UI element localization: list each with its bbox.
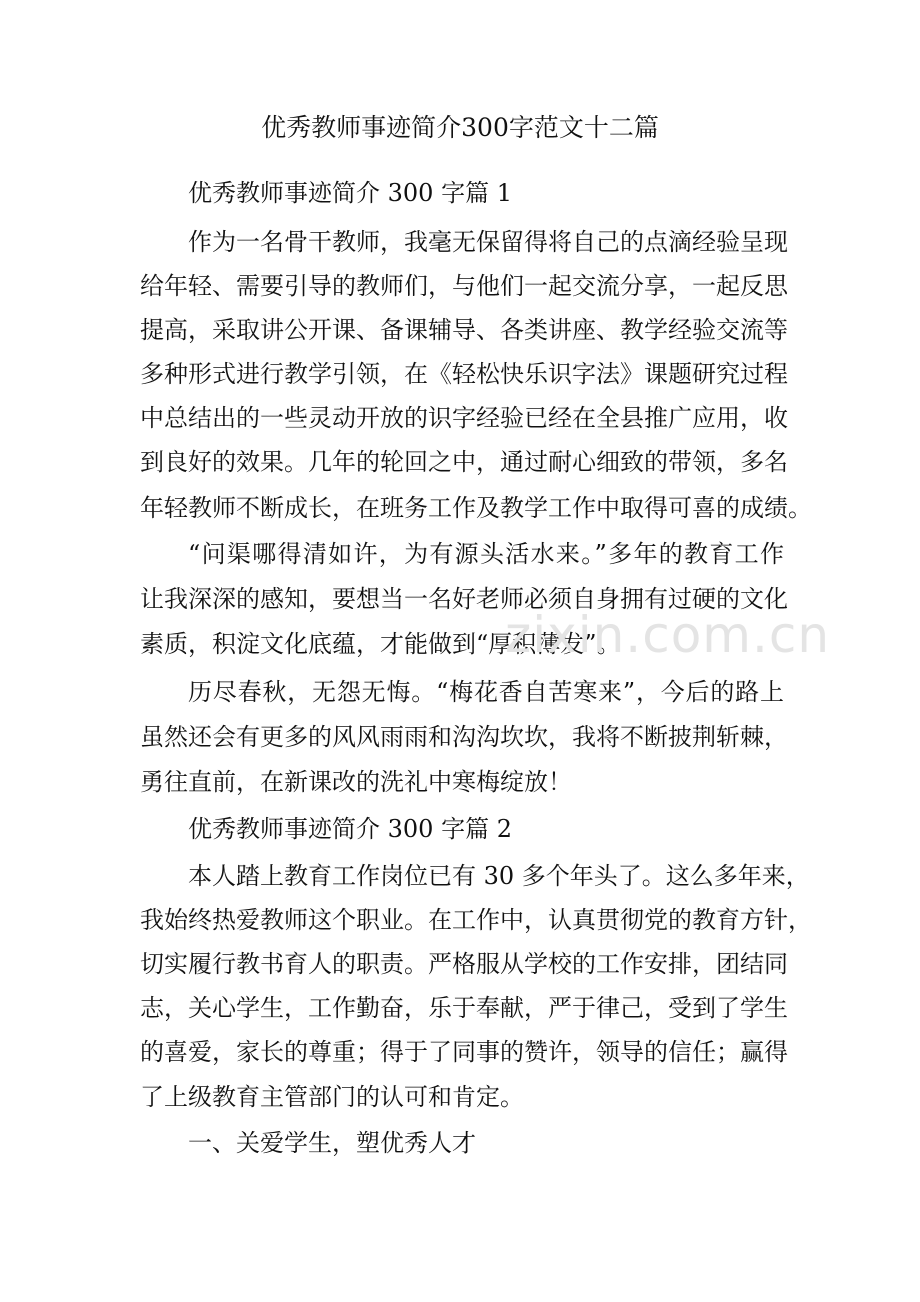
watermark: zixin.com.cn xyxy=(505,606,831,664)
paragraph-line: 志，关心学生，工作勤奋，乐于奉献，严于律己，受到了学生 xyxy=(140,994,788,1022)
paragraph-line: 给年轻、需要引导的教师们，与他们一起交流分享，一起反思 xyxy=(140,272,788,300)
paragraph-line: 素质，积淀文化底蕴，才能做到“厚积薄发”。 xyxy=(140,630,621,658)
paragraph-line: 虽然还会有更多的风风雨雨和沟沟坎坎，我将不断披荆斩棘， xyxy=(140,723,788,751)
paragraph-line: 我始终热爱教师这个职业。在工作中，认真贯彻党的教育方针， xyxy=(140,906,812,934)
paragraph-line: 到良好的效果。几年的轮回之中，通过耐心细致的带领，多名 xyxy=(140,448,788,476)
paragraph-line: 多种形式进行教学引领，在《轻松快乐识字法》课题研究过程 xyxy=(140,360,788,388)
section-heading-1: 优秀教师事迹简介 300 字篇 1 xyxy=(188,179,512,207)
paragraph-line: 切实履行教书育人的职责。严格服从学校的工作安排，团结同 xyxy=(140,950,788,978)
paragraph-line: 年轻教师不断成长，在班务工作及教学工作中取得可喜的成绩。 xyxy=(140,494,812,522)
paragraph-line: 了上级教育主管部门的认可和肯定。 xyxy=(140,1083,524,1111)
paragraph-line: 作为一名骨干教师，我毫无保留得将自己的点滴经验呈现 xyxy=(188,228,788,256)
paragraph-line: 让我深深的感知，要想当一名好老师必须自身拥有过硬的文化 xyxy=(140,585,788,613)
section-heading-2: 优秀教师事迹简介 300 字篇 2 xyxy=(188,815,512,843)
subsection-heading: 一、关爱学生，塑优秀人才 xyxy=(188,1129,476,1157)
paragraph-line: 历尽春秋，无怨无悔。“梅花香自苦寒来”，今后的路上 xyxy=(188,678,784,706)
paragraph-line: “问渠哪得清如许，为有源头活水来。”多年的教育工作 xyxy=(188,540,784,568)
paragraph-line: 中总结出的一些灵动开放的识字经验已经在全县推广应用，收 xyxy=(140,404,788,432)
paragraph-line: 提高，采取讲公开课、备课辅导、各类讲座、教学经验交流等 xyxy=(140,316,788,344)
paragraph-line: 的喜爱，家长的尊重；得于了同事的赞许，领导的信任；赢得 xyxy=(140,1038,788,1066)
paragraph-line: 本人踏上教育工作岗位已有 30 多个年头了。这么多年来， xyxy=(188,862,810,890)
document-title: 优秀教师事迹简介300字范文十二篇 xyxy=(261,113,659,142)
paragraph-line: 勇往直前，在新课改的洗礼中寒梅绽放！ xyxy=(140,768,572,796)
